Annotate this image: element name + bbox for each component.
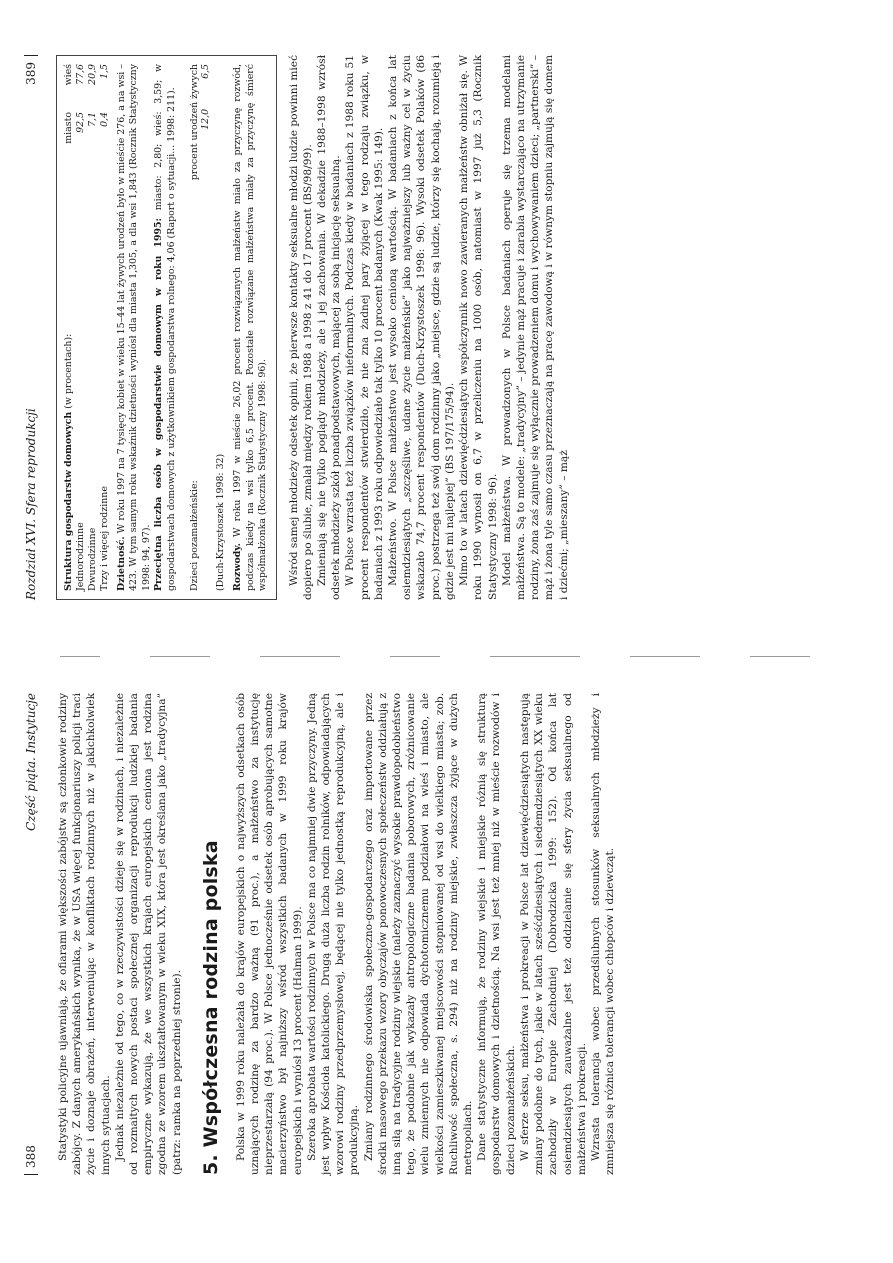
paragraph: Dane statystyczne informują, że rodziny wiejskie i miejskie różnią się strukturą gospodarstw domowych i dzietnością. Na wsi jest też mniej niż w mieście rozwodów i dzieci pozamałżeńskich. bbox=[476, 693, 517, 1175]
page-fold bbox=[60, 648, 840, 663]
paragraph: Wśród samej młodzieży odsetek opinii, że pierwsze kontakty seksualne młodzi ludzie powinni mieć dopiero po ślubie, zmalał między rokiem 1988 a 1998 z 41 do 17 procent (BS/98/99). bbox=[287, 55, 314, 600]
col-city: miasto bbox=[63, 112, 74, 144]
table-row: Trzy i więcej rodzinne 0,4 1,5 bbox=[99, 64, 110, 591]
paragraph: Małżeństwo. W Polsce małżeństwo jest wysoko cenioną wartością. W badaniach z końca lat osiemdziesiątych „szczęśliwe, udane życie małżeńskie” jako najważniejszy lub ważny cel w życiu wskazało 74,7 procent respondentów (Duch-Krzystoszek 1998: 96). Wysoki odsetek Polaków (86 proc.) postrzega też swój dom rodzinny jako „miejsce, gdzie są ludzie, którzy się kochają, rozumieją i gdzie jest mi najlepiej” (BS 197/175/94). bbox=[387, 55, 456, 600]
table-row: Dwurodzinne 7,1 20,9 bbox=[87, 64, 98, 591]
table-row: Jednorodzinne 92,5 77,6 bbox=[75, 64, 86, 591]
household-size-note: Przeciętna liczba osób w gospodarstwie domowym w roku 1995: miasto: 2,80; wieś: 3,59; w gospodarstwach domowych z użytkownikiem gospodarstwa rolnego: 4,06 (Raport o sytuacji... 1998: 211). bbox=[153, 64, 177, 591]
paragraph: Zmiany rodzinnego środowiska społeczno-gospodarczego oraz importowane przez środki masowego przekazu wzory obyczajów ponowoczesnych społeczeństw oddziałują z inną siłą na tradycyjne rodziny wiejskie (należy zaznaczyć wysokie prawdopodobieństwo tego, że podobnie jak wykazały antropologiczne badania poborowych, zróżnicowanie wielu zmiennych nie odpowiada dychotomicznemu podziałowi na wieś i miasto, ale wielkości zamieszkiwanej miejscowości stopniowanej od wsi do wielkiego miasta; zob. Ruchliwość społeczna, s. 294) niż na rodziny miejskie, zwłaszcza żyjące w dużych metropoliach. bbox=[362, 693, 475, 1175]
paragraph: W sferze seksu, małżeństwa i prokreacji w Polsce lat dziewięćdziesiątych następują zmiany podobne do tych, jakie w latach sześćdziesiątych i siedemdziesiątych XX wieku zachodziły w Europie Zachodniej (Dobrodzicka 1999: 152). Od końca lat osiemdziesiątych zauważalne jest też oddzielanie się sfery życia seksualnego od małżeństwa i prokreacji. bbox=[518, 693, 588, 1175]
running-head-right: Rozdział XVI. Sfera reprodukcji bbox=[24, 408, 38, 600]
paragraph: Jednak niezależnie od tego, co w rzeczywistości dzieje się w rodzinach, i niezależnie od rozmaitych nowych postaci społecznej organizacji reprodukcji ludzkiej badania empiryczne wykazują, że we wszystkich krajach europejskich ceniona jest rodzina zgodna ze wzorem ukształtowanym w wieku XIX, która jest określana jako „tradycyjna” (patrz: ramka na poprzedniej stronie). bbox=[113, 693, 183, 1175]
page-number-right: 389 bbox=[24, 55, 38, 85]
divorce-note: Rozwody. W roku 1997 w mieście 26,02 procent rozwiązanych małżeństw miało za przyczynę rozwód, podczas kiedy na wsi tylko 6,5 procent. Pozostałe rozwiązane małżeństwa miały za przyczynę śmierć współmałżonka (Rocznik Statystyczny 1998: 96). bbox=[232, 64, 269, 591]
extramarital-header: Dzieci pozamałżeńskie: procent urodzeń żywych bbox=[189, 64, 201, 591]
section-heading: 5. Współczesna rodzina polska bbox=[199, 840, 222, 1175]
extramarital-values: 12,0 6,5 bbox=[200, 64, 212, 130]
page-number-left: 388 bbox=[24, 1145, 38, 1175]
paragraph: Zmieniają się nie tylko poglądy młodzieży, ale i jej zachowania. W dekadzie 1988–1998 wzrósł odsetek młodzieży szkół ponadpodstawowych, mającej za sobą inicjację seksualną. bbox=[316, 55, 343, 600]
statistics-box bbox=[56, 55, 277, 600]
paragraph: W Polsce wzrasta też liczba związków nieformalnych. Podczas kiedy w badaniach z 1988 roku 51 procent respondentów stwierdziło, że nie zna żadnej pary żyjącej w tego rodzaju związku, w badaniach z 1993 roku odpowiedziało tak tylko 10 procent badanych (Kwak 1995: 149). bbox=[344, 55, 385, 600]
household-structure-title: Struktura gospodarstw domowych (w procentach): bbox=[63, 333, 74, 591]
paragraph: Szeroka aprobata wartości rodzinnych w Polsce ma co najmniej dwie przyczyny. Jedną jest wpływ Kościoła katolickiego. Drugą duża liczba rodzin rolników, odpowiadających wzorowi rodziny przedprzemysłowej, będącej nie tylko jednostką reprodukcyjną, ale i produkcyjną. bbox=[305, 693, 361, 1175]
paragraph: Polska w 1999 roku należała do krajów europejskich o najwyższych odsetkach osób uznających rodzinę za bardzo ważną (91 proc.), a małżeństwo za instytucję nieprzestarzałą (94 proc.). W Polsce jednocześnie odsetek osób aprobujących samotne macierzyństwo był najniższy wśród wszystkich badanych w 1999 roku krajów europejskich i wyniósł 13 procent (Halman 1999). bbox=[234, 693, 304, 1175]
paragraph: Statystyki policyjne ujawniają, że ofiarami większości zabójstw są członkowie rodziny zabójcy. Z danych amerykańskich wynika, że w USA więcej funkcjonariuszy policji traci życie i doznaje obrażeń, interweniując w konfliktach rodzinnych niż w jakichkolwiek innych sytuacjach. bbox=[57, 693, 112, 1175]
col-village: wieś bbox=[63, 64, 74, 86]
paragraph: Mimo to w latach dziewięćdziesiątych współczynnik nowo zawieranych małżeństw obniżał się. W roku 1990 wynosił on 6,7 w przeliczeniu na 1000 osób, natomiast w 1997 już 5,3 (Rocznik Statystyczny 1998: 96). bbox=[458, 55, 499, 600]
left-page bbox=[0, 663, 893, 1263]
paragraph: Wzrasta tolerancja wobec przedślubnych stosunków seksualnych młodzieży i zmniejsza się różnica tolerancji wobec chłopców i dziewcząt. bbox=[589, 693, 617, 1175]
fertility-note: Dzietność. W roku 1997 na 7 tysięcy kobiet w wieku 15–44 lat żywych urodzeń było w mieście 276, a na wsi – 423. W tym samym roku wskaźnik dzietności wyniósł dla miasta 1,305, a dla wsi 1,843 (Rocznik Statystyczny 1998: 94, 97). bbox=[116, 64, 152, 591]
extramarital-source: (Duch-Krzystoszek 1998: 32) bbox=[215, 453, 227, 591]
paragraph: Model małżeństwa. W prowadzonych w Polsce badaniach operuje się trzema modelami małżeństwa. Są to modele: „tradycyjny” – jedynie mąż pracuje i zarabia wystarczająco na utrzymanie rodziny, żona zaś zajmuje się wyłącznie prowadzeniem domu i wychowywaniem dzieci; „partnerski” – mąż i żona tyle samo czasu przeznaczają na pracę zawodową i w równym stopniu zajmują się domem i dziećmi; „mieszany” – mąż bbox=[500, 55, 570, 600]
right-running-header bbox=[20, 55, 42, 600]
running-head-left: Część piąta. Instytucje bbox=[24, 693, 38, 831]
left-running-header bbox=[20, 693, 42, 1175]
household-structure-table bbox=[63, 64, 111, 591]
